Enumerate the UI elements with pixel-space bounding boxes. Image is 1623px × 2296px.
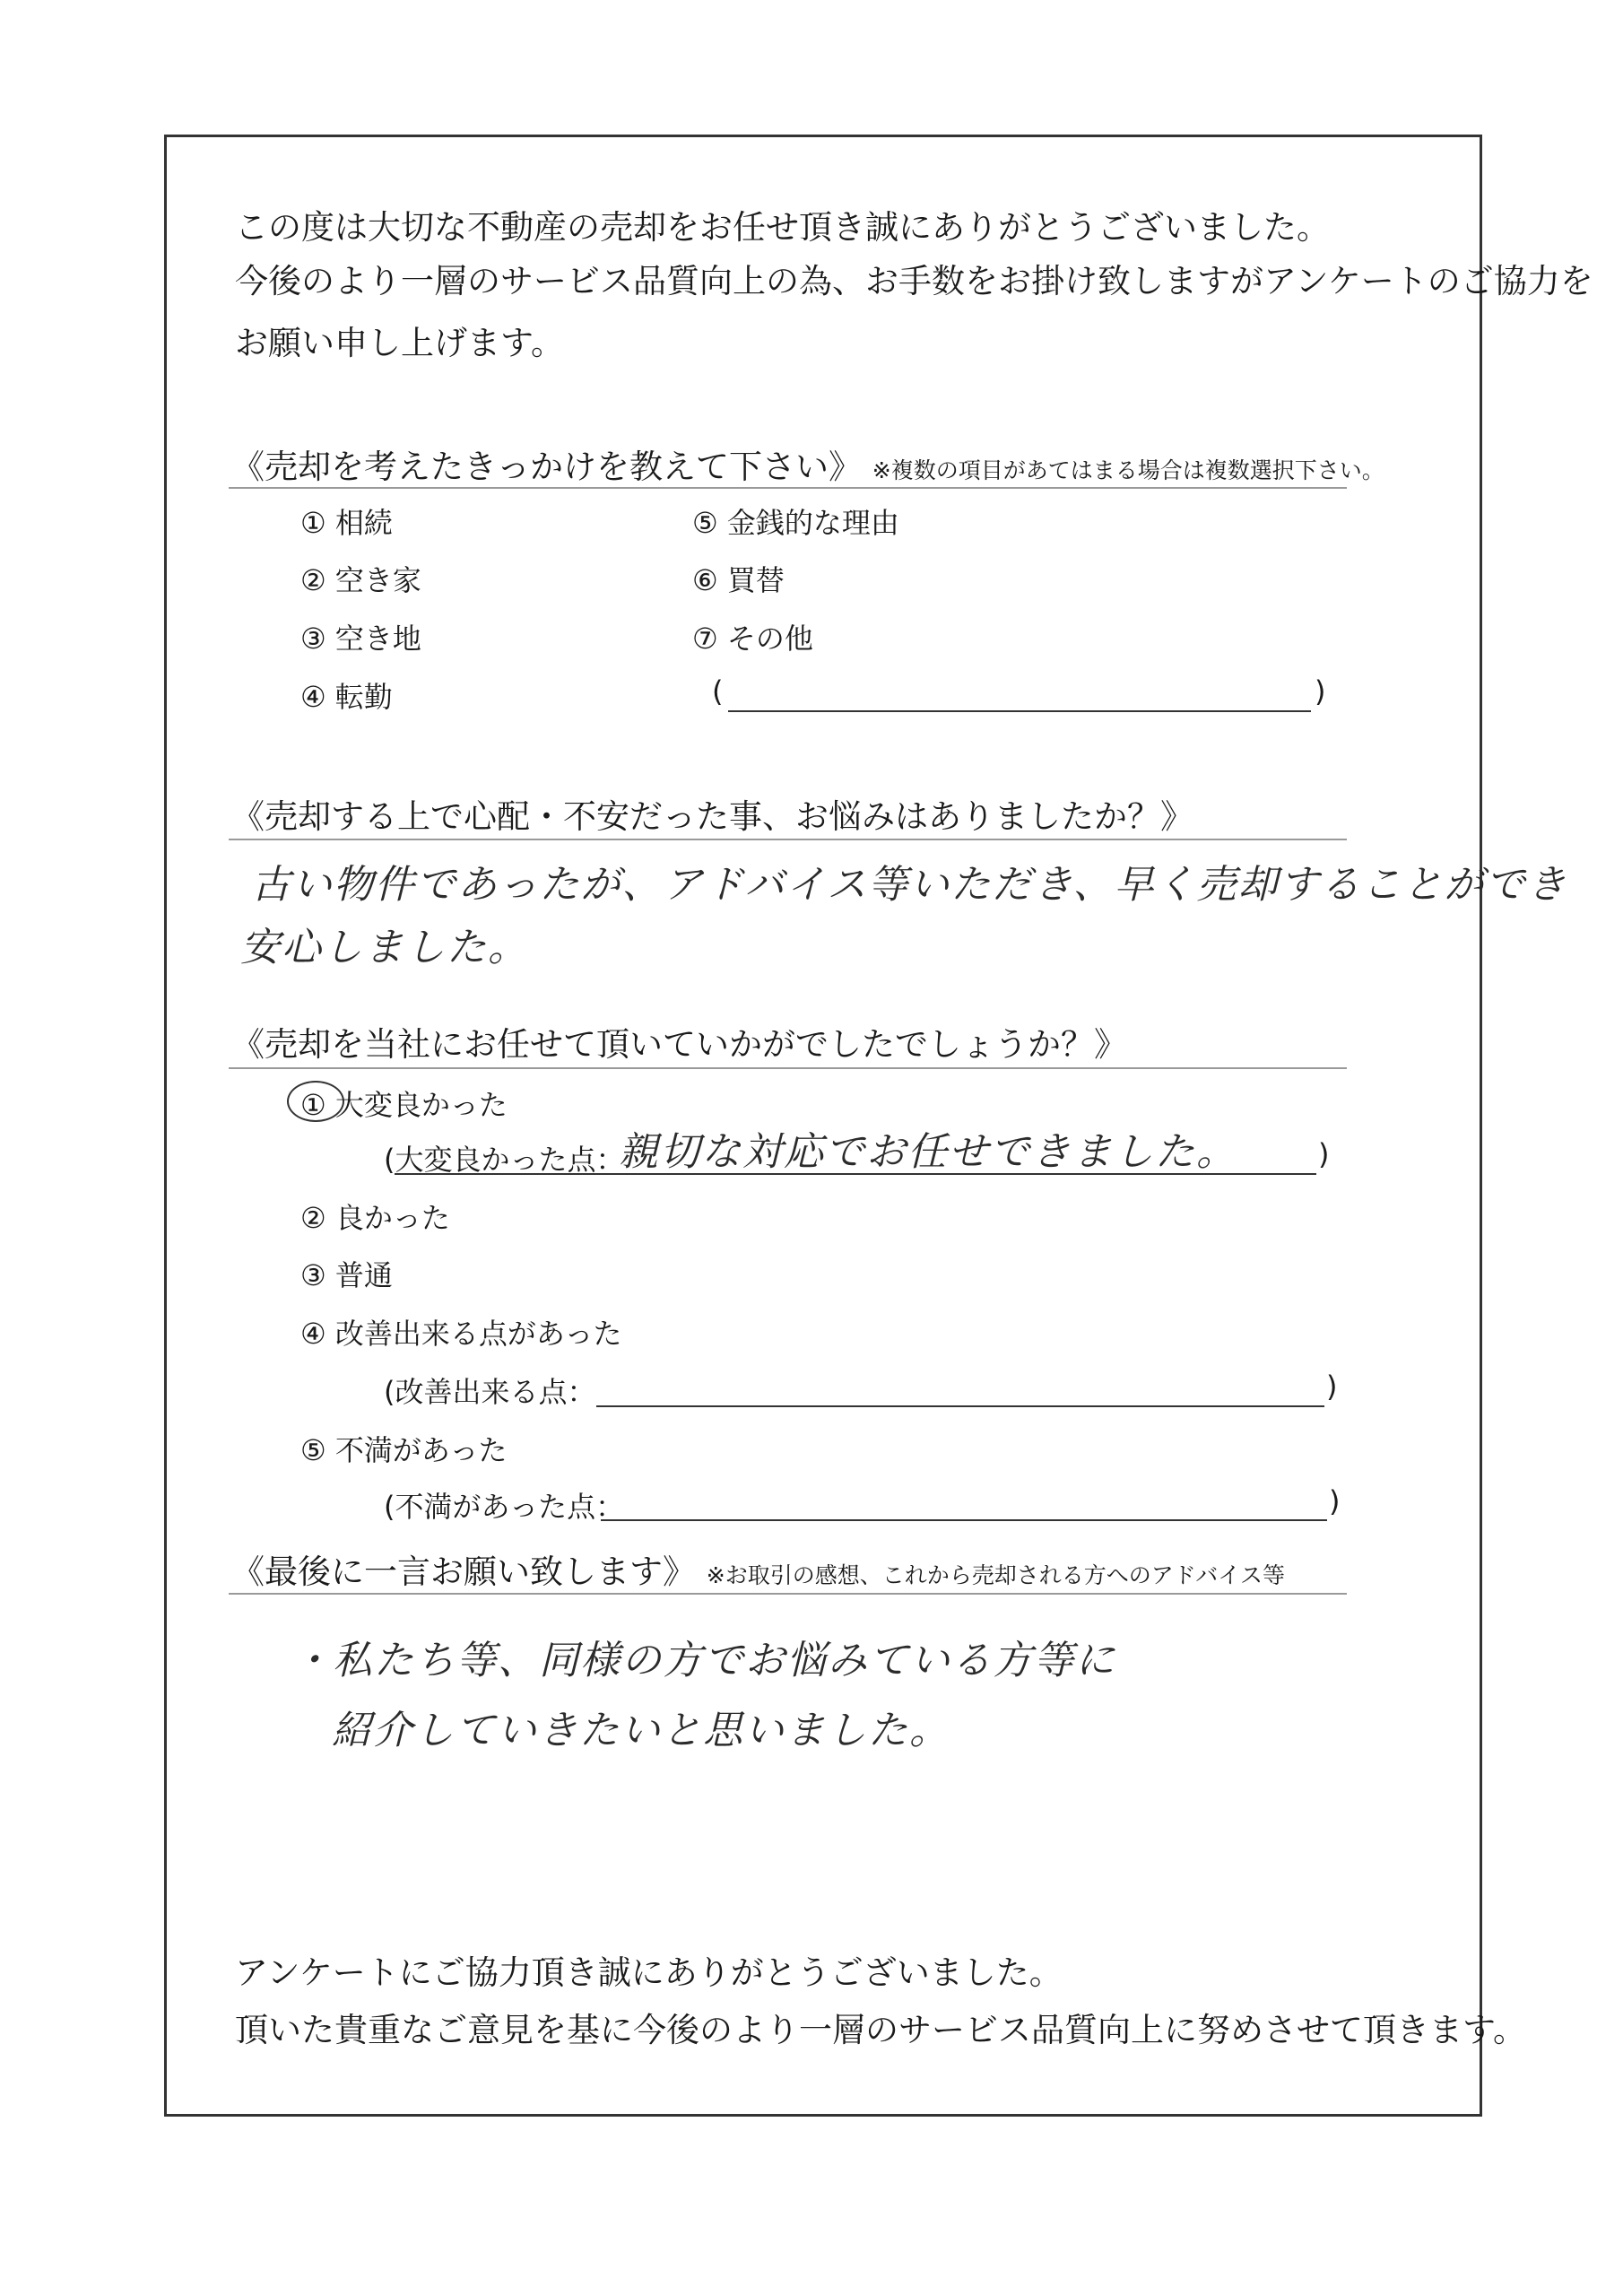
q1-option-financial[interactable]: ⑤ 金銭的な理由	[692, 506, 899, 540]
q2-answer-line-1: 古い物件であったが、アドバイス等いただき、早く売却することができ	[251, 862, 1568, 908]
q1-other-open-paren: (	[712, 674, 724, 709]
q3-divider	[229, 1067, 1347, 1069]
q1-title-text: 《売却を考えたきっかけを教えて下さい》	[231, 448, 862, 486]
q3-dissatisfied-label: (不満があった点：	[384, 1490, 625, 1524]
q3-option-very-good[interactable]: ① 大変良かった	[300, 1088, 508, 1122]
q1-option-replacement[interactable]: ⑥ 買替	[692, 563, 785, 597]
q4-title	[231, 1544, 1285, 1593]
q3-title: 《売却を当社にお任せて頂いていかがでしたでしょうか？》	[231, 1025, 1127, 1064]
q3-very-good-label: (大変良かった点：	[384, 1143, 625, 1177]
q3-very-good-answer: 親切な対応でお任せできました。	[619, 1129, 1237, 1175]
q3-dissatisfied-close: )	[1329, 1484, 1341, 1518]
q3-improvable-label: (改善出来る点：	[384, 1375, 596, 1409]
q1-option-inheritance[interactable]: ① 相続	[300, 506, 393, 540]
q4-title-text: 《最後に一言お願い致します》	[231, 1552, 696, 1591]
q3-option-good[interactable]: ② 良かった	[300, 1201, 450, 1235]
q1-option-other[interactable]: ⑦ その他	[692, 622, 813, 656]
closing-line-1: アンケートにご協力頂き誠にありがとうございました。	[235, 1953, 1063, 1992]
q2-title: 《売却する上で心配・不安だった事、お悩みはありましたか？》	[231, 797, 1193, 836]
q4-answer-line-2: 紹介していきたいと思いました。	[332, 1708, 950, 1753]
q3-improvable-input-line[interactable]	[596, 1405, 1324, 1407]
intro-line-1: この度は大切な不動産の売却をお任せ頂き誠にありがとうございました。	[235, 208, 1330, 247]
q1-divider	[229, 487, 1347, 489]
q2-divider	[229, 839, 1347, 840]
q1-title	[231, 439, 1384, 488]
q3-very-good-input-line[interactable]	[395, 1173, 1316, 1175]
q4-divider	[229, 1593, 1347, 1595]
q1-option-vacant-land[interactable]: ③ 空き地	[300, 622, 421, 656]
q1-option-transfer[interactable]: ④ 転勤	[300, 680, 393, 714]
intro-line-3: お願い申し上げます。	[235, 324, 565, 362]
q1-other-input-line[interactable]	[728, 710, 1311, 712]
q1-option-vacant-house[interactable]: ② 空き家	[300, 563, 421, 597]
q2-answer-line-2: 安心しました。	[240, 925, 529, 970]
q4-note: ※お取引の感想、これから売却される方へのアドバイス等	[706, 1562, 1285, 1588]
q3-option-dissatisfied[interactable]: ⑤ 不満があった	[300, 1433, 508, 1467]
q3-improvable-close: )	[1326, 1370, 1338, 1404]
closing-line-2: 頂いた貴重なご意見を基に今後のより一層のサービス品質向上に努めさせて頂きます。	[235, 2011, 1527, 2049]
q4-answer-line-1: ・私たち等、同様の方でお悩みている方等に	[291, 1638, 1116, 1683]
q3-option-improvable[interactable]: ④ 改善出来る点があった	[300, 1317, 622, 1351]
q1-note: ※複数の項目があてはまる場合は複数選択下さい。	[872, 457, 1384, 483]
q3-dissatisfied-input-line[interactable]	[601, 1519, 1327, 1521]
intro-line-2: 今後のより一層のサービス品質向上の為、お手数をお掛け致しますがアンケートのご協力を	[235, 262, 1593, 300]
q3-very-good-close: )	[1318, 1137, 1330, 1171]
q3-option-average[interactable]: ③ 普通	[300, 1258, 393, 1292]
q1-other-close-paren: )	[1315, 674, 1326, 709]
